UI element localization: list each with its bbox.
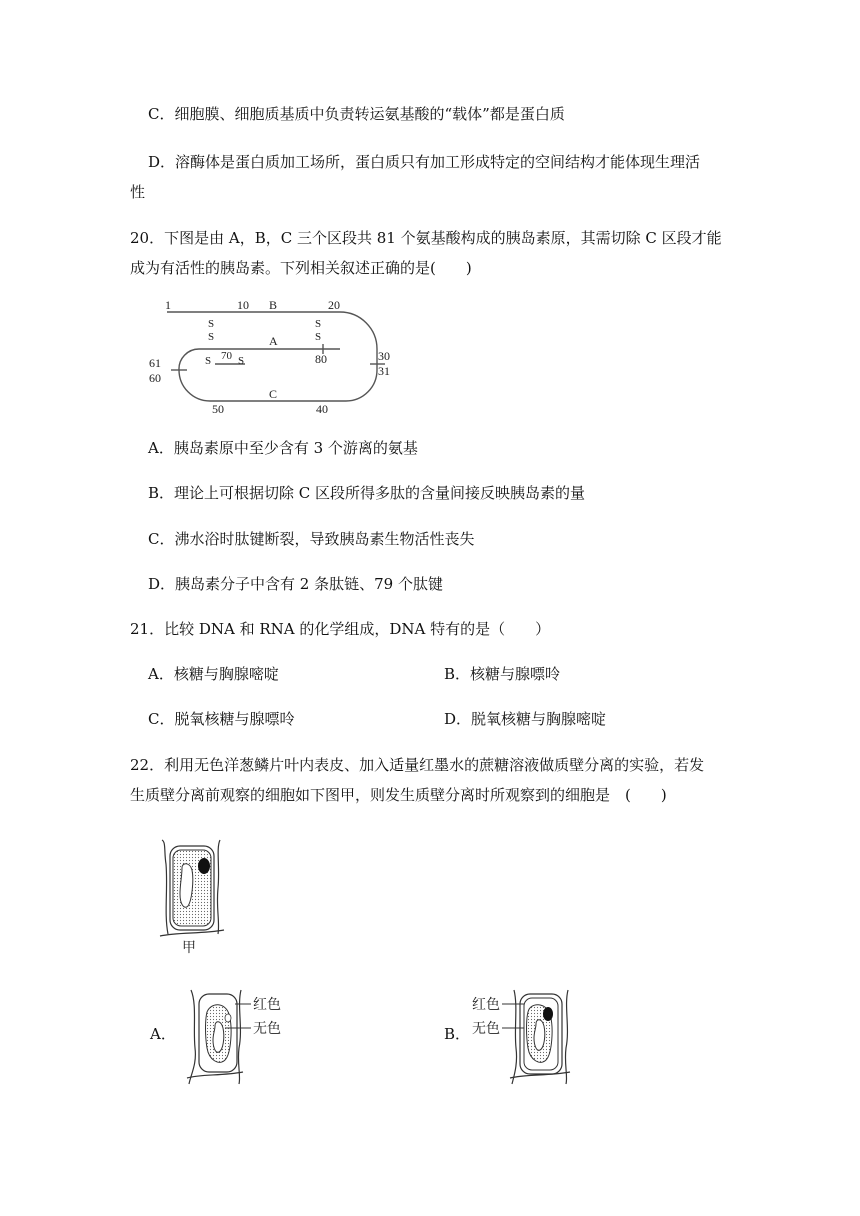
q20-option-b: B．理论上可根据切除 C 区段所得多肽的含量间接反映胰岛素的量 <box>148 484 586 502</box>
option-b-colorless-label: 无色 <box>472 1021 500 1037</box>
label-b: B <box>269 298 278 312</box>
q19-option-c: C．细胞膜、细胞质基质中负责转运氨基酸的“载体”都是蛋白质 <box>148 105 565 123</box>
label-31: 31 <box>378 364 390 378</box>
q22-stem-line1: 22．利用无色洋葱鳞片叶内表皮、加入适量红墨水的蔗糖溶液做质壁分离的实验，若发 <box>130 756 705 774</box>
q20-option-c: C．沸水浴时肽键断裂，导致胰岛素生物活性丧失 <box>148 530 475 548</box>
disulfide-s5: S <box>205 355 212 367</box>
cell-figure-jia <box>158 838 228 960</box>
label-40: 40 <box>316 402 328 416</box>
q19-option-d-line2: 性 <box>130 183 146 201</box>
q21-option-b: B．核糖与腺嘌呤 <box>444 665 561 683</box>
option-b-red-label: 红色 <box>472 997 500 1013</box>
cell-figure-option-a <box>185 988 295 1088</box>
q20-option-d: D．胰岛素分子中含有 2 条肽链、79 个肽键 <box>148 575 443 593</box>
q20-stem-line1: 20．下图是由 A，B，C 三个区段共 81 个氨基酸构成的胰岛素原，其需切除 C 区段才能 <box>130 229 722 247</box>
label-70: 70 <box>221 350 232 362</box>
q22-option-b-letter: B． <box>444 1025 471 1043</box>
label-20: 20 <box>328 298 340 312</box>
q21-option-c: C．脱氧核糖与腺嘌呤 <box>148 710 295 728</box>
disulfide-s1: S <box>208 318 215 330</box>
q20-option-a: A．胰岛素原中至少含有 3 个游离的氨基 <box>148 439 418 457</box>
label-80: 80 <box>315 352 327 366</box>
label-61: 61 <box>149 356 161 370</box>
q21-option-d: D．脱氧核糖与胸腺嘧啶 <box>444 710 607 728</box>
label-c: C <box>269 387 278 401</box>
q22-option-a-letter: A． <box>150 1025 176 1043</box>
label-30: 30 <box>378 349 390 363</box>
q22-stem-line2: 生质壁分离前观察的细胞如下图甲，则发生质壁分离时所观察到的细胞是 ( ) <box>130 786 667 804</box>
label-60: 60 <box>149 371 161 385</box>
label-10: 10 <box>237 298 249 312</box>
option-a-colorless-label: 无色 <box>253 1021 281 1037</box>
label-50: 50 <box>212 402 224 416</box>
q21-option-a: A．核糖与胸腺嘧啶 <box>148 665 279 683</box>
proinsulin-diagram <box>145 292 405 417</box>
label-1: 1 <box>165 298 171 312</box>
disulfide-s2: S <box>208 331 215 343</box>
q20-stem-line2: 成为有活性的胰岛素。下列相关叙述正确的是( ) <box>130 259 472 277</box>
disulfide-s6: S <box>238 355 245 367</box>
disulfide-s3: S <box>315 318 322 330</box>
disulfide-s4: S <box>315 331 322 343</box>
cell-figure-option-b <box>470 988 580 1088</box>
label-a: A <box>269 334 278 348</box>
figure-jia-label: 甲 <box>182 940 196 956</box>
q19-option-d-line1: D．溶酶体是蛋白质加工场所，蛋白质只有加工形成特定的空间结构才能体现生理活 <box>148 153 701 171</box>
q21-stem: 21．比较 DNA 和 RNA 的化学组成，DNA 特有的是（ ） <box>130 620 551 638</box>
option-a-red-label: 红色 <box>253 997 281 1013</box>
